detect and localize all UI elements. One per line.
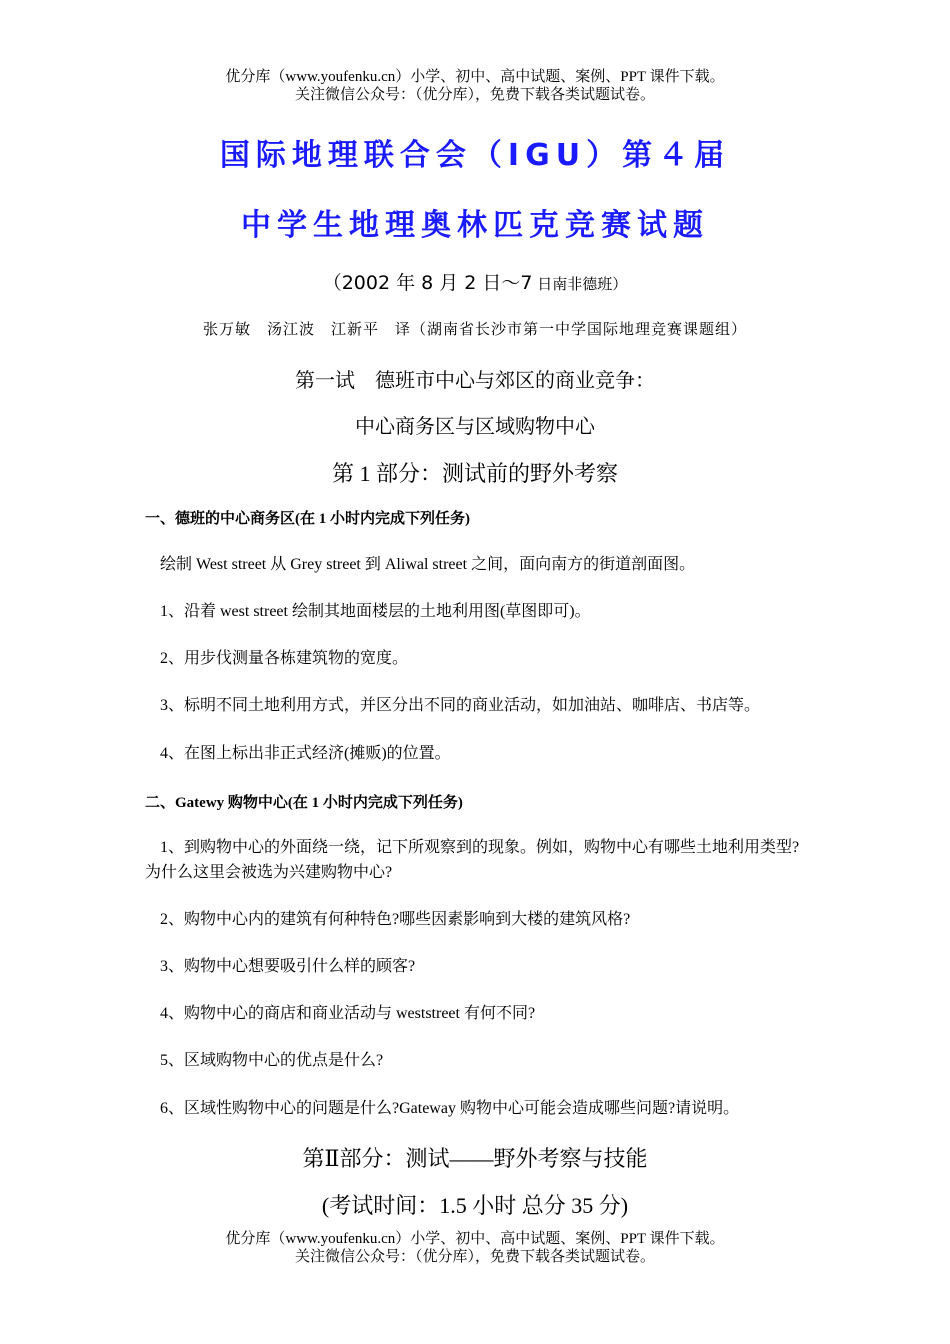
part1-title: 第 1 部分：测试前的野外考察 [331, 461, 618, 486]
date-line [0, 268, 950, 295]
page-header [0, 68, 950, 104]
page-footer [0, 1230, 950, 1266]
section2-item-1: 1、到购物中心的外面绕一绕，记下所观察到的现象。例如，购物中心有哪些土地利用类型?为什么这里会被选为兴建购物中心? [145, 839, 800, 881]
section1-item-4: 4、在图上标出非正式经济(摊贩)的位置。 [160, 745, 451, 762]
section2-heading: 二、Gatewy 购物中心(在 1 小时内完成下列任务) [145, 795, 463, 811]
part2-title: 第Ⅱ部分：测试——野外考察与技能 [302, 1146, 648, 1171]
title-line-1: 国际地理联合会（IGU）第４届 [219, 138, 731, 173]
section1-item-1: 1、沿着 west street 绘制其地面楼层的土地利用图(草图即可)。 [160, 603, 591, 620]
section2-item-5: 5、区域购物中心的优点是什么? [160, 1052, 384, 1069]
header-line-2: 关注微信公众号：（优分库），免费下载各类试题试卷。 [294, 87, 655, 103]
date-tail: 日南非德班） [532, 275, 628, 293]
section1-item-2: 2、用步伐测量各栋建筑物的宽度。 [160, 650, 409, 667]
test1-heading-2: 中心商务区与区域购物中心 [355, 414, 595, 438]
part2-time: (考试时间：1.5 小时 总分 35 分) [321, 1193, 629, 1218]
footer-line-1: 优分库（www.youfenku.cn）小学、初中、高中试题、案例、PPT 课件下载。 [225, 1231, 725, 1247]
test1-heading-1: 第一试 德班市中心与郊区的商业竞争： [295, 368, 655, 392]
section1-item-3: 3、标明不同土地利用方式，并区分出不同的商业活动，如加油站、咖啡店、书店等。 [160, 697, 761, 714]
section2-item-6: 6、区域性购物中心的问题是什么?Gateway 购物中心可能会造成哪些问题?请说明。 [160, 1100, 740, 1117]
section2-item-3: 3、购物中心想要吸引什么样的顾客? [160, 958, 416, 975]
section2-item-2: 2、购物中心内的建筑有何种特色?哪些因素影响到大楼的建筑风格? [160, 911, 631, 928]
header-line-1: 优分库（www.youfenku.cn）小学、初中、高中试题、案例、PPT 课件下载。 [225, 69, 725, 85]
title-line-2: 中学生地理奥林匹克竞赛试题 [241, 208, 709, 243]
section1-heading: 一、德班的中心商务区(在 1 小时内完成下列任务) [145, 511, 470, 527]
translators-line: 张万敏 汤江波 江新平 译（湖南省长沙市第一中学国际地理竞赛课题组） [202, 320, 747, 338]
date-main: （2002 年 8 月 2 日～7 [322, 272, 533, 294]
footer-line-2: 关注微信公众号：（优分库），免费下载各类试题试卷。 [294, 1249, 655, 1265]
section1-intro: 绘制 West street 从 Grey street 到 Aliwal street 之间，面向南方的街道剖面图。 [160, 556, 696, 573]
section2-item-4: 4、购物中心的商店和商业活动与 weststreet 有何不同? [160, 1005, 536, 1022]
